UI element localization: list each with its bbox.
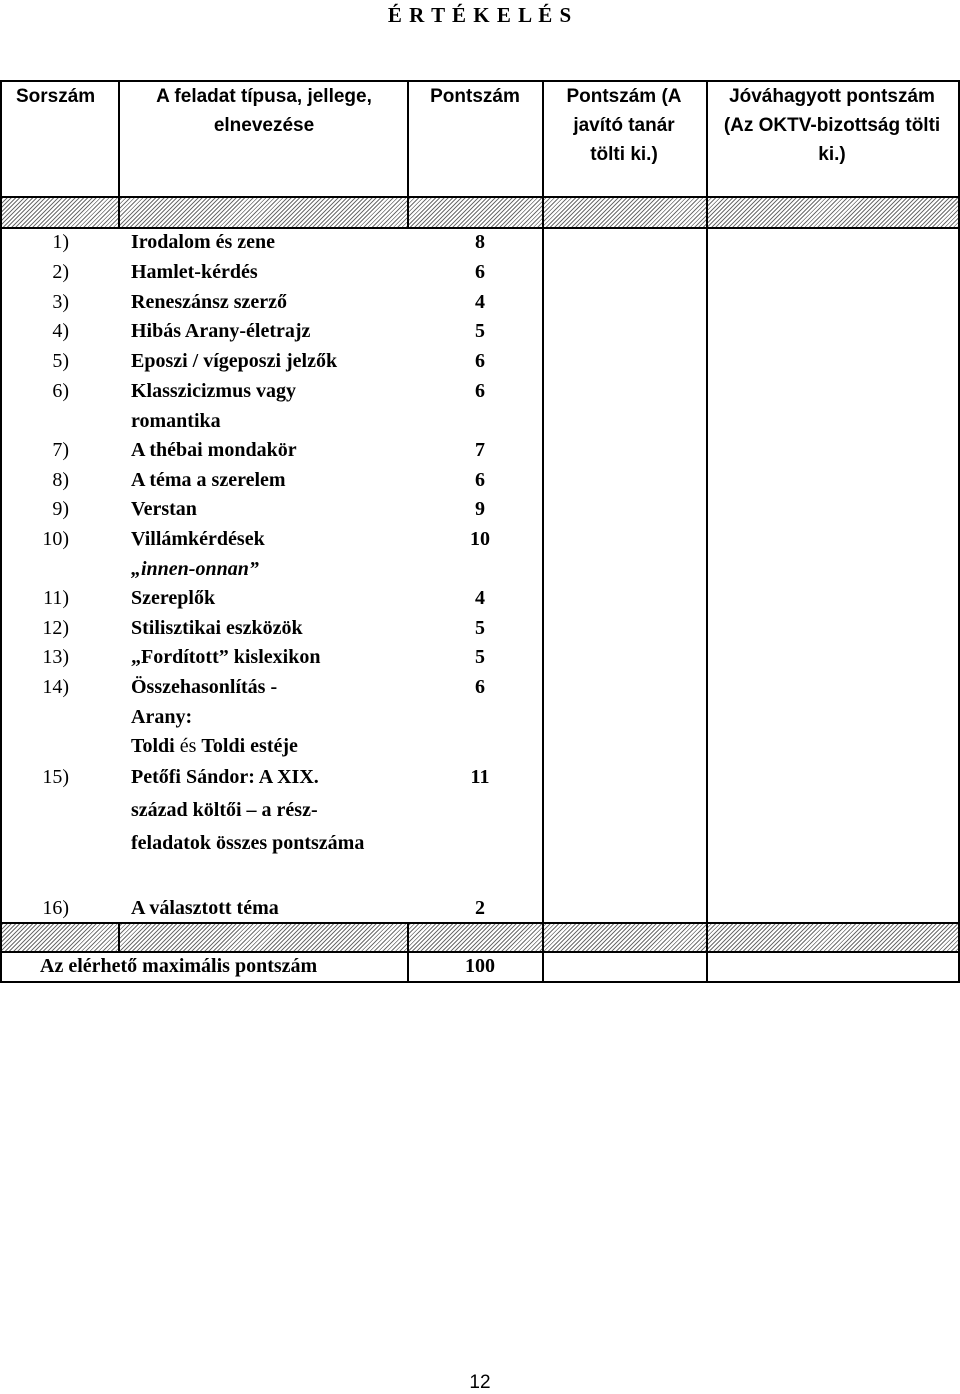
row-label xyxy=(131,525,421,584)
row-label: Eposzi / vígeposzi jelzők xyxy=(131,350,338,372)
row-points: 9 xyxy=(475,498,485,520)
row-points: 6 xyxy=(475,261,485,283)
row-number: 13) xyxy=(42,646,69,668)
header-feladat-tipusa-text: A feladat típusa, jellege, elnevezése xyxy=(156,86,372,136)
row-points: 5 xyxy=(475,646,485,668)
row-number: 8) xyxy=(52,469,69,491)
total-top-border xyxy=(0,951,960,953)
row-points: 6 xyxy=(475,380,485,402)
row-points: 11 xyxy=(470,766,490,788)
row-number: 10) xyxy=(42,528,69,550)
col-divider-2b xyxy=(407,922,409,983)
row-label: Hamlet-kérdés xyxy=(131,261,258,283)
row-label-work-1: Toldi xyxy=(131,735,175,757)
header-feladat-tipusa xyxy=(122,82,406,140)
table-top-border xyxy=(0,80,960,82)
row-label-work-2: Toldi estéje xyxy=(201,735,298,757)
row-number: 5) xyxy=(52,350,69,372)
row-points: 4 xyxy=(475,291,485,313)
row-label: Hibás Arany-életrajz xyxy=(131,320,311,342)
row-number: 6) xyxy=(52,380,69,402)
col-divider-2 xyxy=(407,80,409,228)
hatched-separator-bottom xyxy=(2,924,958,953)
row-label: Klasszicizmus vagy romantika xyxy=(131,380,296,432)
row-number: 3) xyxy=(52,291,69,313)
total-points: 100 xyxy=(465,955,495,977)
row-number: 7) xyxy=(52,439,69,461)
col-divider-1b xyxy=(118,922,120,953)
table-left-border xyxy=(0,80,2,983)
row-label: A thébai mondakör xyxy=(131,439,297,461)
row-label: Verstan xyxy=(131,498,197,520)
row-label: Petőfi Sándor: A XIX. század költői – a rész-feladatok összes pontszáma xyxy=(131,766,365,854)
row-number: 15) xyxy=(42,766,69,788)
page-number: 12 xyxy=(469,1372,491,1393)
row-points: 6 xyxy=(475,469,485,491)
row-points: 8 xyxy=(475,231,485,253)
col-divider-4 xyxy=(706,80,708,983)
row-label: „Fordított” kislexikon xyxy=(131,646,321,668)
row-label: A téma a szerelem xyxy=(131,469,286,491)
row-number: 16) xyxy=(42,897,69,919)
row-label-main: Villámkérdések xyxy=(131,528,265,550)
row-label-main: Összehasonlítás - Arany: xyxy=(131,676,278,728)
table-bottom-border xyxy=(0,981,960,983)
row-number: 9) xyxy=(52,498,69,520)
page-title: É R T É K E L É S xyxy=(387,3,573,27)
row-number: 12) xyxy=(42,617,69,639)
header-pontszam-javito: Pontszám (A javító tanár tölti ki.) xyxy=(566,86,682,165)
row-points: 6 xyxy=(475,676,485,698)
header-sorszam: Sorszám xyxy=(16,86,96,107)
row-label-italic: „innen-onnan” xyxy=(131,557,259,580)
header-pontszam: Pontszám xyxy=(430,86,520,107)
row-number: 14) xyxy=(42,676,69,698)
col-divider-1 xyxy=(118,80,120,228)
hatched-separator-top xyxy=(2,198,958,227)
row-label: Reneszánsz szerző xyxy=(131,291,288,313)
row-points: 7 xyxy=(475,439,485,461)
row-points: 2 xyxy=(475,897,485,919)
row-points: 6 xyxy=(475,350,485,372)
row-number: 11) xyxy=(43,587,69,609)
row-points: 5 xyxy=(475,320,485,342)
row-number: 1) xyxy=(52,231,69,253)
row-points: 4 xyxy=(475,587,485,609)
header-jovahagyott: Jóváhagyott pontszám (Az OKTV-bizottság tölti ki.) xyxy=(723,86,941,165)
row-label-conjunction: és xyxy=(174,735,202,757)
total-label: Az elérhető maximális pontszám xyxy=(40,955,318,977)
row-label: Szereplők xyxy=(131,587,216,609)
row-number: 2) xyxy=(52,261,69,283)
row-label xyxy=(131,673,331,762)
col-divider-3 xyxy=(542,80,544,983)
row-number: 4) xyxy=(52,320,69,342)
row-points: 10 xyxy=(470,528,490,550)
row-points: 5 xyxy=(475,617,485,639)
row-label: A választott téma xyxy=(131,897,279,919)
row-label: Stilisztikai eszközök xyxy=(131,617,303,639)
row-label: Irodalom és zene xyxy=(131,231,276,253)
